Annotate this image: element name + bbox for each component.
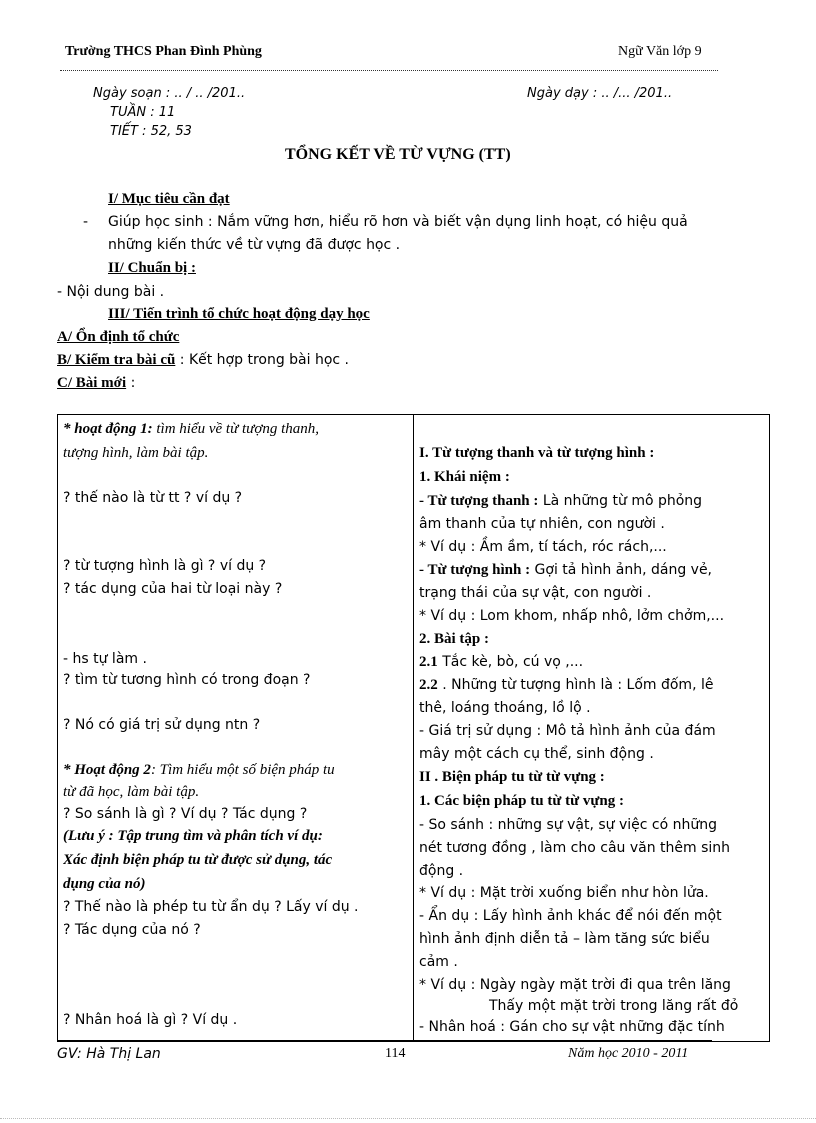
tuong-thanh-example: * Ví dụ : Ầm ầm, tí tách, róc rách,...: [419, 539, 667, 555]
question-2: ? từ tượng hình là gì ? ví dụ ?: [63, 558, 267, 574]
question-7: ? So sánh là gì ? Ví dụ ? Tác dụng ?: [63, 806, 308, 822]
so-sanh-2: nét tương đồng , làm cho câu văn thêm sinh: [419, 840, 731, 856]
an-du-3: cảm .: [419, 954, 458, 970]
tuong-hinh-label: - Từ tượng hình :: [419, 562, 531, 578]
school-year: Năm học 2010 - 2011: [568, 1046, 689, 1061]
kiem-tra-text: : Kết hợp trong bài học .: [175, 352, 350, 368]
teacher-name: GV: Hà Thị Lan: [57, 1046, 161, 1062]
hd1-label: * hoạt động 1:: [63, 421, 153, 437]
tuong-hinh-text: Gợi tả hình ảnh, dáng vẻ,: [530, 562, 713, 578]
ngay-day: Ngày dạy : .. /... /201..: [527, 86, 673, 101]
section-kiem-tra: [57, 352, 349, 369]
heading-1-1: 1. Khái niệm :: [419, 469, 510, 485]
bai-moi-label: C/ Bài mới: [57, 375, 127, 391]
hd1-text: tìm hiểu về từ tượng thanh,: [152, 421, 320, 437]
bai-tap-2-2-text: . Những từ tượng hình là : Lốm đốm, lê: [437, 677, 714, 693]
heading-2: II . Biện pháp tu từ từ vựng :: [419, 769, 605, 785]
bai-tap-2-1-text: Tắc kè, bò, cú vọ ,...: [437, 654, 584, 670]
kiem-tra-label: B/ Kiểm tra bài cũ: [57, 352, 176, 368]
question-6: ? Nó có giá trị sử dụng ntn ?: [63, 717, 261, 733]
ngay-soan: Ngày soạn : .. / .. /201..: [93, 86, 246, 101]
tuong-hinh-line: [419, 562, 712, 579]
page-title: TỔNG KẾT VỀ TỪ VỰNG (TT): [285, 146, 511, 163]
heading-2-1: 1. Các biện pháp tu từ từ vựng :: [419, 793, 624, 809]
bullet-dash: -: [83, 214, 89, 230]
tuong-thanh-label: - Từ tượng thanh :: [419, 493, 539, 509]
muc-tieu-text: Giúp học sinh : Nắm vững hơn, hiểu rõ hơn và biết vận dụng linh hoạt, có hiệu quả: [108, 214, 688, 230]
left-column: [58, 415, 414, 1042]
hd2-text: : Tìm hiểu một số biện pháp tu: [150, 762, 335, 778]
hd1-line: [63, 421, 319, 438]
section-on-dinh: A/ Ổn định tổ chức: [57, 329, 180, 345]
tuong-hinh-example: * Ví dụ : Lom khom, nhấp nhô, lởm chởm,...: [419, 608, 725, 624]
question-10: ? Nhân hoá là gì ? Ví dụ .: [63, 1012, 238, 1028]
question-1: ? thế nào là từ tt ? ví dụ ?: [63, 490, 243, 506]
an-du-1: - Ẩn dụ : Lấy hình ảnh khác để nói đến một: [419, 908, 722, 924]
tuan: TUẦN : 11: [110, 105, 176, 120]
hd2-line: [63, 762, 335, 779]
so-sanh-1: - So sánh : những sự vật, sự việc có những: [419, 817, 717, 833]
chuan-bi-text: - Nội dung bài .: [57, 284, 165, 300]
section-muc-tieu: I/ Mục tiêu cần đạt: [108, 191, 230, 207]
so-sanh-3: động .: [419, 863, 464, 879]
tuong-thanh-text: Là những từ mô phỏng: [538, 493, 703, 509]
page-bottom-edge: [0, 1118, 816, 1119]
an-du-example-2: Thấy một mặt trời trong lăng rất đỏ: [489, 998, 739, 1014]
nhan-hoa-1: - Nhân hoá : Gán cho sự vật những đặc tính: [419, 1019, 725, 1035]
an-du-example: * Ví dụ : Ngày ngày mặt trời đi qua trên lăng: [419, 977, 731, 993]
tuong-thanh-line: [419, 493, 702, 510]
muc-tieu-text-2: những kiến thức về từ vựng đã được học .: [108, 237, 401, 253]
question-9: ? Tác dụng của nó ?: [63, 922, 201, 938]
section-tien-trinh: III/ Tiến trình tổ chức hoạt động dạy học: [108, 306, 370, 322]
bai-tap-2-1: [419, 654, 583, 671]
tuong-thanh-text-2: âm thanh của tự nhiên, con người .: [419, 516, 665, 532]
right-column: [414, 415, 770, 1042]
hd1-text-2: tượng hình, làm bài tập.: [63, 445, 209, 461]
lesson-table: [57, 414, 770, 1042]
gia-tri-1: - Giá trị sử dụng : Mô tả hình ảnh của đám: [419, 723, 716, 739]
bai-moi-colon: :: [126, 375, 136, 391]
bai-tap-2-2-text-2: thê, loáng thoáng, lồ lộ .: [419, 700, 591, 716]
question-4: - hs tự làm .: [63, 651, 147, 667]
bai-tap-2-1-num: 2.1: [419, 654, 438, 670]
note-2: Xác định biện pháp tu từ được sử dụng, tác: [63, 852, 333, 868]
subject-label: Ngữ Văn lớp 9: [618, 44, 702, 59]
so-sanh-example: * Ví dụ : Mặt trời xuống biển như hòn lửa.: [419, 885, 709, 901]
school-name: Trường THCS Phan Đình Phùng: [65, 44, 262, 59]
question-5: ? tìm từ tương hình có trong đoạn ?: [63, 672, 311, 688]
page-number: 114: [385, 1046, 406, 1061]
bai-tap-2-2: [419, 677, 713, 694]
gia-tri-2: mây một cách cụ thể, sinh động .: [419, 746, 654, 762]
question-3: ? tác dụng của hai từ loại này ?: [63, 581, 283, 597]
note-1: (Lưu ý : Tập trung tìm và phân tích ví dụ:: [63, 828, 323, 844]
question-8: ? Thế nào là phép tu từ ẩn dụ ? Lấy ví dụ .: [63, 899, 359, 915]
section-chuan-bi: II/ Chuẩn bị :: [108, 260, 196, 276]
footer-divider: [57, 1040, 712, 1041]
hd2-label: * Hoạt động 2: [63, 762, 151, 778]
tiet: TIẾT : 52, 53: [110, 124, 192, 139]
an-du-2: hình ảnh định diễn tả – làm tăng sức biểu: [419, 931, 710, 947]
section-bai-moi: [57, 375, 135, 392]
header-divider: [60, 70, 718, 71]
tuong-hinh-text-2: trạng thái của sự vật, con người .: [419, 585, 652, 601]
hd2-text-2: từ đã học, làm bài tập.: [63, 784, 200, 800]
note-3: dụng của nó): [63, 876, 146, 892]
bai-tap-heading: 2. Bài tập :: [419, 631, 490, 647]
bai-tap-2-2-num: 2.2: [419, 677, 438, 693]
heading-1: I. Từ tượng thanh và từ tượng hình :: [419, 445, 655, 461]
